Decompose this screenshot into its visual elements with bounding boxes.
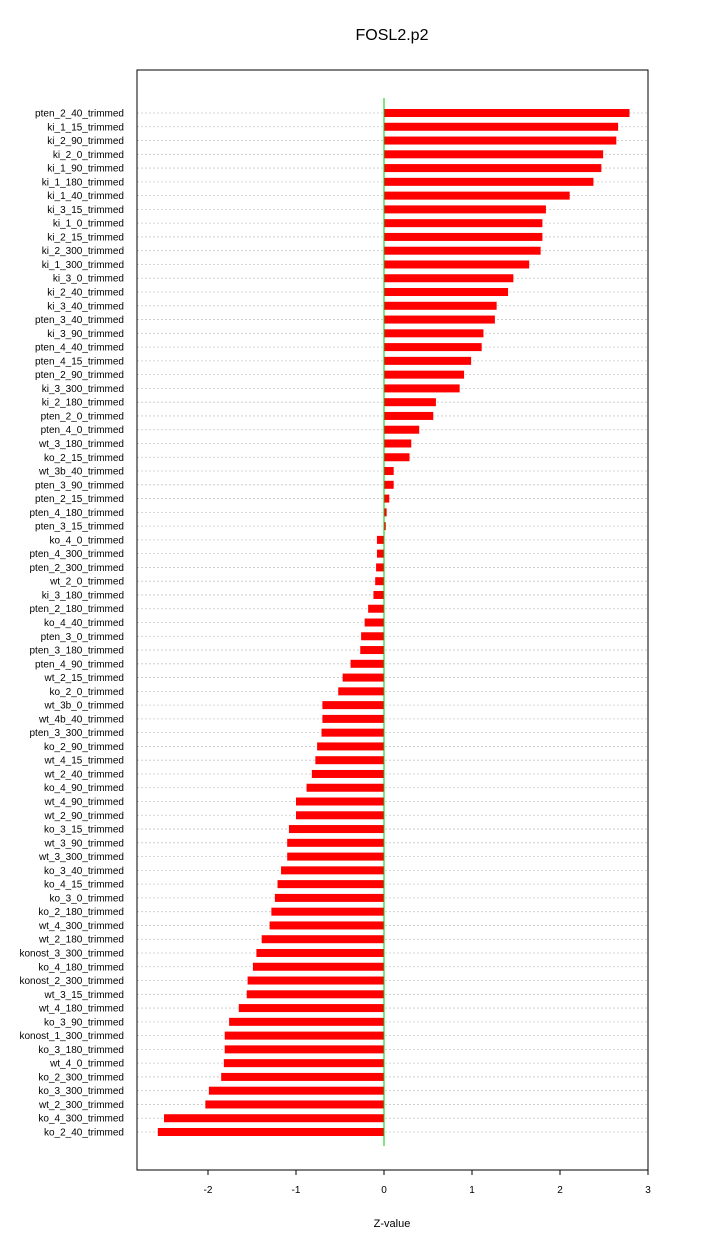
x-tick-label: -1: [291, 1185, 301, 1196]
category-label: pten_4_180_trimmed: [29, 507, 124, 519]
bar-ko_2_180_trimmed: [271, 908, 384, 916]
category-label: ki_2_0_trimmed: [52, 149, 124, 161]
bar-ki_2_40_trimmed: [384, 288, 508, 296]
bar-pten_3_300_trimmed: [322, 729, 384, 737]
bar-wt_2_90_trimmed: [296, 811, 384, 819]
bar-wt_2_300_trimmed: [205, 1100, 384, 1108]
category-label: wt_4_15_trimmed: [44, 755, 124, 767]
bar-wt_2_180_trimmed: [262, 935, 384, 943]
bar-ki_2_15_trimmed: [384, 233, 542, 241]
category-label: pten_3_300_trimmed: [29, 728, 124, 740]
x-tick-label: -2: [203, 1185, 213, 1196]
category-label: ko_3_180_trimmed: [38, 1044, 124, 1056]
category-label: ko_2_180_trimmed: [38, 907, 124, 919]
category-label: wt_3b_40_trimmed: [38, 466, 124, 478]
category-label: ki_2_180_trimmed: [41, 397, 124, 409]
category-label: ki_2_90_trimmed: [47, 136, 124, 148]
bar-ki_1_0_trimmed: [384, 219, 542, 227]
bar-ko_4_40_trimmed: [365, 619, 384, 627]
category-label: ko_4_180_trimmed: [38, 962, 124, 974]
category-label: wt_4_90_trimmed: [44, 797, 124, 809]
category-label: ki_1_15_trimmed: [47, 122, 124, 134]
bar-pten_2_180_trimmed: [368, 605, 384, 613]
category-label: ko_2_0_trimmed: [49, 686, 124, 698]
category-label: pten_2_300_trimmed: [29, 562, 124, 574]
bar-ki_2_0_trimmed: [384, 150, 603, 158]
bar-ko_2_300_trimmed: [221, 1073, 384, 1081]
category-label: ki_3_300_trimmed: [41, 383, 124, 395]
x-tick-label: 3: [645, 1185, 651, 1196]
bar-ko_3_90_trimmed: [229, 1018, 384, 1026]
category-label: pten_4_40_trimmed: [35, 342, 124, 354]
bar-ki_3_90_trimmed: [384, 329, 483, 337]
bar-ko_3_0_trimmed: [275, 894, 384, 902]
bar-ko_4_180_trimmed: [253, 963, 384, 971]
bar-ko_2_40_trimmed: [158, 1128, 384, 1136]
bar-pten_3_180_trimmed: [360, 646, 384, 654]
category-label: konost_1_300_trimmed: [19, 1031, 124, 1043]
category-label: wt_4_0_trimmed: [50, 1058, 124, 1070]
bar-wt_2_0_trimmed: [375, 577, 384, 585]
category-label: ko_4_300_trimmed: [38, 1113, 124, 1125]
bar-pten_4_0_trimmed: [384, 426, 419, 434]
x-axis: [204, 1170, 652, 1196]
bar-ki_1_40_trimmed: [384, 192, 570, 200]
category-label: wt_3_90_trimmed: [44, 838, 124, 850]
bar-ki_1_180_trimmed: [384, 178, 593, 186]
bar-konost_1_300_trimmed: [225, 1032, 384, 1040]
bar-ko_2_90_trimmed: [317, 742, 384, 750]
bar-ko_3_300_trimmed: [209, 1087, 384, 1095]
bar-pten_3_40_trimmed: [384, 316, 495, 324]
bar-ko_4_0_trimmed: [377, 536, 384, 544]
category-label: wt_2_40_trimmed: [44, 769, 124, 781]
category-label: ki_1_300_trimmed: [41, 259, 124, 271]
bar-wt_3_180_trimmed: [384, 439, 411, 447]
bar-wt_2_15_trimmed: [343, 674, 384, 682]
category-label: konost_3_300_trimmed: [19, 948, 124, 960]
bar-wt_3b_40_trimmed: [384, 467, 394, 475]
category-label: ko_4_40_trimmed: [43, 618, 124, 629]
category-label: ko_3_300_trimmed: [38, 1086, 124, 1098]
bar-pten_3_0_trimmed: [361, 632, 384, 640]
bar-ko_3_15_trimmed: [289, 825, 384, 833]
bar-pten_2_300_trimmed: [376, 563, 384, 571]
x-axis-label: Z-value: [373, 1218, 411, 1230]
category-label: pten_2_15_trimmed: [35, 494, 124, 506]
x-tick-label: 2: [557, 1185, 563, 1196]
bar-wt_3_300_trimmed: [287, 853, 384, 861]
bar-pten_4_15_trimmed: [384, 357, 471, 365]
category-label: ko_4_15_trimmed: [43, 879, 124, 891]
bar-ki_2_300_trimmed: [384, 247, 541, 255]
category-label: ki_3_180_trimmed: [41, 590, 124, 602]
category-label: ki_1_90_trimmed: [47, 163, 124, 175]
category-label: wt_4b_40_trimmed: [38, 714, 124, 726]
category-label: wt_3_300_trimmed: [38, 852, 124, 864]
category-label: wt_4_180_trimmed: [38, 1003, 124, 1015]
bar-ki_3_300_trimmed: [384, 384, 460, 392]
category-label: ko_2_40_trimmed: [43, 1127, 124, 1139]
category-label: wt_2_180_trimmed: [38, 934, 124, 946]
bar-pten_2_90_trimmed: [384, 371, 464, 379]
category-label: pten_4_0_trimmed: [40, 425, 124, 437]
bar-ko_4_90_trimmed: [307, 784, 384, 792]
bar-pten_3_90_trimmed: [384, 481, 394, 489]
category-label: ki_1_0_trimmed: [52, 218, 124, 230]
bar-wt_4_180_trimmed: [239, 1004, 384, 1012]
bar-pten_4_300_trimmed: [377, 550, 384, 558]
category-label: wt_3_180_trimmed: [38, 438, 124, 450]
category-label: konost_2_300_trimmed: [19, 976, 124, 988]
chart-title: FOSL2.p2: [355, 27, 429, 44]
bar-ko_3_180_trimmed: [225, 1045, 384, 1053]
bar-wt_3_15_trimmed: [247, 990, 384, 998]
bar-konost_3_300_trimmed: [256, 949, 384, 957]
category-label: pten_4_90_trimmed: [35, 659, 124, 671]
category-label: ki_3_90_trimmed: [47, 328, 124, 340]
category-label: wt_2_90_trimmed: [44, 810, 124, 822]
category-label: ko_4_90_trimmed: [43, 783, 124, 795]
category-label: ko_3_90_trimmed: [43, 1017, 124, 1029]
bar-wt_2_40_trimmed: [312, 770, 384, 778]
bar-pten_4_90_trimmed: [351, 660, 384, 668]
category-label: pten_3_15_trimmed: [35, 521, 124, 533]
category-label: wt_2_300_trimmed: [38, 1099, 124, 1111]
bar-ki_2_180_trimmed: [384, 398, 436, 406]
category-labels: [19, 109, 124, 1139]
bar-ki_3_180_trimmed: [373, 591, 384, 599]
bar-ki_1_15_trimmed: [384, 123, 618, 131]
bar-wt_3b_0_trimmed: [322, 701, 384, 709]
category-label: ki_3_40_trimmed: [47, 301, 124, 313]
bar-wt_3_90_trimmed: [287, 839, 384, 847]
bar-pten_4_40_trimmed: [384, 343, 482, 351]
bar-ki_2_90_trimmed: [384, 137, 616, 145]
category-label: pten_3_40_trimmed: [35, 315, 124, 327]
category-label: ko_3_15_trimmed: [43, 824, 124, 836]
category-label: ki_2_300_trimmed: [41, 246, 124, 258]
bar-konost_2_300_trimmed: [248, 977, 384, 985]
category-label: ki_1_180_trimmed: [41, 177, 124, 189]
category-label: wt_3b_0_trimmed: [44, 700, 124, 712]
bar-ko_2_15_trimmed: [384, 453, 410, 461]
bar-wt_4_300_trimmed: [270, 921, 384, 929]
x-tick-label: 0: [381, 1185, 387, 1196]
bar-ki_3_40_trimmed: [384, 302, 497, 310]
category-label: ki_2_15_trimmed: [47, 232, 124, 244]
category-label: pten_3_90_trimmed: [35, 480, 124, 492]
bar-ko_4_300_trimmed: [164, 1114, 384, 1122]
bar-pten_2_15_trimmed: [384, 495, 389, 503]
bar-ko_3_40_trimmed: [281, 866, 384, 874]
category-label: ki_1_40_trimmed: [47, 191, 124, 203]
category-label: pten_2_90_trimmed: [35, 370, 124, 382]
category-label: wt_2_0_trimmed: [50, 576, 124, 588]
bar-ki_3_15_trimmed: [384, 205, 546, 213]
category-label: wt_4_300_trimmed: [38, 920, 124, 932]
category-label: pten_3_180_trimmed: [29, 645, 124, 657]
bar-wt_4_90_trimmed: [296, 798, 384, 806]
category-label: pten_2_40_trimmed: [35, 108, 124, 120]
bar-ki_3_0_trimmed: [384, 274, 513, 282]
category-label: pten_4_15_trimmed: [35, 356, 124, 368]
category-label: ko_4_0_trimmed: [49, 535, 124, 547]
bar-ki_1_300_trimmed: [384, 260, 529, 268]
bar-wt_4_0_trimmed: [224, 1059, 384, 1067]
category-label: wt_2_15_trimmed: [44, 673, 124, 685]
category-label: ko_2_90_trimmed: [43, 741, 124, 753]
bar-ki_1_90_trimmed: [384, 164, 601, 172]
category-label: pten_4_300_trimmed: [29, 549, 124, 561]
category-label: pten_3_0_trimmed: [40, 631, 124, 643]
category-label: ko_3_0_trimmed: [49, 893, 124, 905]
bar-ko_4_15_trimmed: [278, 880, 384, 888]
category-label: ki_2_40_trimmed: [47, 287, 124, 299]
bar-pten_2_40_trimmed: [384, 109, 630, 117]
category-label: wt_3_15_trimmed: [44, 989, 124, 1001]
category-label: pten_2_180_trimmed: [29, 604, 124, 616]
category-label: ko_2_15_trimmed: [43, 452, 124, 464]
category-label: ki_3_15_trimmed: [47, 204, 124, 216]
bar-wt_4b_40_trimmed: [322, 715, 384, 723]
category-label: ki_3_0_trimmed: [52, 273, 124, 285]
category-label: ko_2_300_trimmed: [38, 1072, 124, 1084]
x-tick-label: 1: [469, 1185, 475, 1196]
bar-pten_2_0_trimmed: [384, 412, 433, 420]
bar-wt_4_15_trimmed: [315, 756, 384, 764]
category-label: pten_2_0_trimmed: [40, 411, 124, 423]
bar-ko_2_0_trimmed: [338, 687, 384, 695]
category-label: ko_3_40_trimmed: [43, 865, 124, 877]
